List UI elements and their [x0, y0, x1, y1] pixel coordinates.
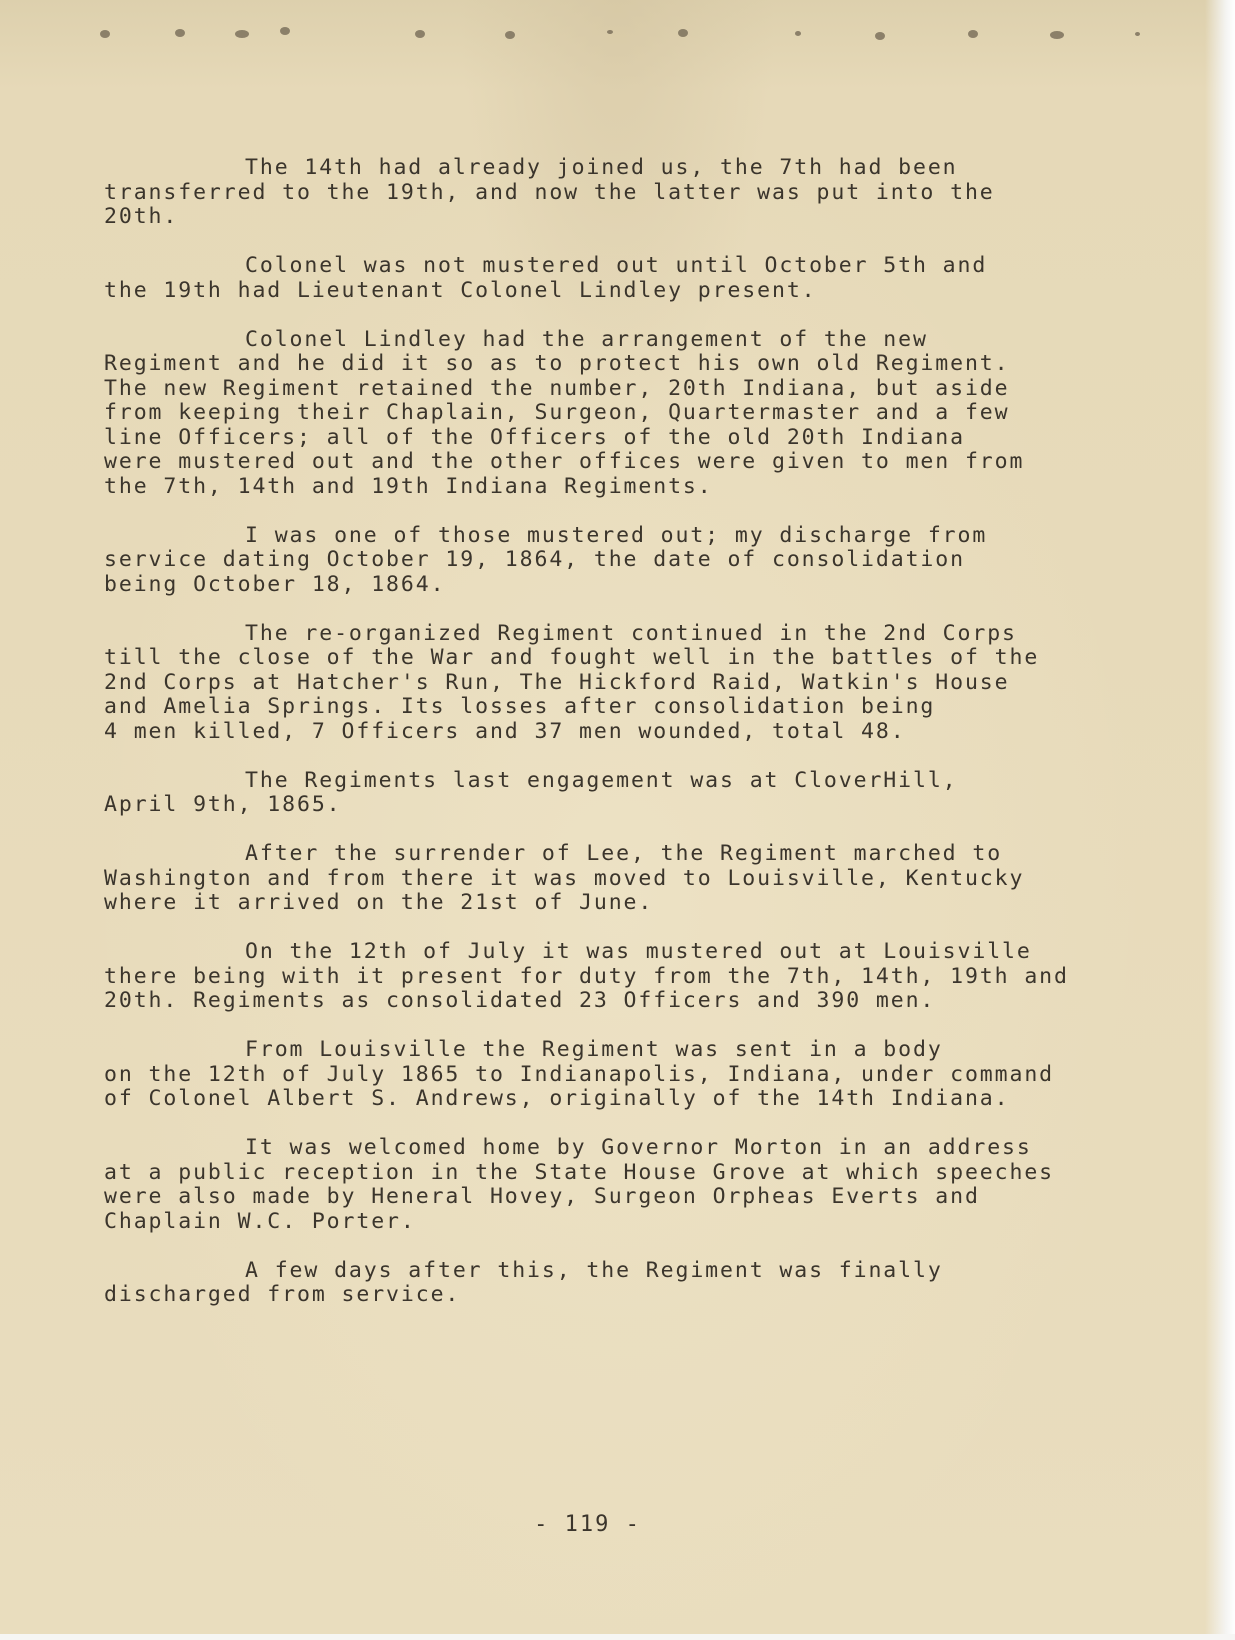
text-line	[104, 891, 1104, 916]
line-text: The re-organized Regiment continued in the 2nd Corps	[245, 620, 1017, 646]
line-text: The new Regiment retained the number, 20th Indiana, but aside	[104, 375, 1010, 401]
line-text: I was one of those mustered out; my discharge from	[245, 522, 988, 548]
line-text: there being with it present for duty from the 7th, 14th, 19th and	[104, 963, 1069, 989]
text-line	[104, 426, 1104, 451]
punch-hole	[607, 30, 613, 34]
text-line	[104, 548, 1104, 573]
text-line	[104, 524, 1104, 549]
line-text: 4 men killed, 7 Officers and 37 men wounded, total 48.	[104, 718, 906, 744]
punch-hole	[1050, 31, 1064, 39]
punch-hole	[280, 27, 290, 35]
line-text: from keeping their Chaplain, Surgeon, Quartermaster and a few	[104, 400, 1010, 425]
punch-hole-row	[0, 22, 1205, 52]
line-text: Colonel Lindley had the arrangement of the new	[245, 326, 928, 352]
text-line	[104, 1185, 1104, 1210]
line-text: service dating October 19, 1864, the date of consolidation	[104, 547, 965, 572]
line-text: the 7th, 14th and 19th Indiana Regiments.	[104, 473, 713, 499]
punch-hole	[1135, 32, 1140, 36]
line-text: A few days after this, the Regiment was finally	[245, 1257, 943, 1283]
text-line	[104, 450, 1104, 475]
paragraph	[104, 254, 1104, 303]
line-text: The Regiments last engagement was at CloverHill,	[245, 767, 958, 793]
text-line	[104, 328, 1104, 353]
line-text: of Colonel Albert S. Andrews, originally of the 14th Indiana.	[104, 1086, 1010, 1111]
line-text: discharged from service.	[104, 1282, 461, 1307]
paragraph	[104, 524, 1104, 598]
paragraph	[104, 156, 1104, 230]
text-line	[104, 867, 1104, 892]
typewritten-body	[104, 156, 1104, 1332]
page-edge	[1205, 0, 1235, 1640]
line-text: the 19th had Lieutenant Colonel Lindley present.	[104, 277, 817, 303]
text-line	[104, 279, 1104, 304]
line-text: where it arrived on the 21st of June.	[104, 890, 654, 915]
punch-hole	[505, 31, 515, 39]
paragraph	[104, 842, 1104, 916]
line-text: line Officers; all of the Officers of the old 20th Indiana	[104, 424, 965, 450]
text-line	[104, 622, 1104, 647]
punch-hole	[415, 30, 425, 38]
line-text: 2nd Corps at Hatcher's Run, The Hickford Raid, Watkin's House	[104, 669, 1010, 695]
text-line	[104, 1283, 1104, 1308]
line-text: April 9th, 1865.	[104, 792, 342, 817]
line-text: 20th.	[104, 204, 179, 229]
punch-hole	[795, 31, 801, 36]
line-text: Washington and from there it was moved to Louisville, Kentucky	[104, 865, 1025, 891]
line-text: Colonel was not mustered out until October 5th and	[245, 253, 988, 278]
paragraph	[104, 769, 1104, 818]
text-line	[104, 1136, 1104, 1161]
line-text: On the 12th of July it was mustered out at Louisville	[245, 939, 1032, 964]
line-text: transferred to the 19th, and now the latter was put into the	[104, 179, 995, 205]
punch-hole	[100, 30, 110, 38]
punch-hole	[235, 30, 249, 38]
line-text: From Louisville the Regiment was sent in a body	[245, 1037, 943, 1062]
text-line	[104, 1161, 1104, 1186]
text-line	[104, 695, 1104, 720]
line-text: at a public reception in the State House Grove at which speeches	[104, 1159, 1055, 1185]
text-line	[104, 989, 1104, 1014]
text-line	[104, 352, 1104, 377]
punch-hole	[875, 32, 885, 40]
text-line	[104, 1087, 1104, 1112]
line-text: Regiment and he did it so as to protect his own old Regiment.	[104, 351, 1010, 376]
paragraph	[104, 1259, 1104, 1308]
text-line	[104, 401, 1104, 426]
line-text: and Amelia Springs. Its losses after consolidation being	[104, 694, 936, 719]
paragraph	[104, 940, 1104, 1014]
text-line	[104, 1210, 1104, 1235]
text-line	[104, 1038, 1104, 1063]
line-text: It was welcomed home by Governor Morton in an address	[245, 1135, 1032, 1160]
line-text: Chaplain W.C. Porter.	[104, 1208, 416, 1234]
text-line	[104, 475, 1104, 500]
text-line	[104, 646, 1104, 671]
text-line	[104, 1063, 1104, 1088]
punch-hole	[175, 29, 185, 37]
text-line	[104, 842, 1104, 867]
text-line	[104, 156, 1104, 181]
text-line	[104, 793, 1104, 818]
text-line	[104, 720, 1104, 745]
paragraph	[104, 1038, 1104, 1112]
line-text: being October 18, 1864.	[104, 571, 446, 597]
paragraph	[104, 328, 1104, 500]
line-text: were mustered out and the other offices were given to men from	[104, 449, 1025, 474]
text-line	[104, 940, 1104, 965]
line-text: After the surrender of Lee, the Regiment marched to	[245, 841, 1003, 866]
paragraph	[104, 622, 1104, 745]
page-number: - 119 -	[534, 1512, 641, 1537]
text-line	[104, 965, 1104, 990]
text-line	[104, 671, 1104, 696]
page-bottom-edge	[0, 1634, 1235, 1640]
text-line	[104, 769, 1104, 794]
text-line	[104, 181, 1104, 206]
line-text: were also made by Heneral Hovey, Surgeon Orpheas Everts and	[104, 1184, 980, 1209]
text-line	[104, 377, 1104, 402]
line-text: The 14th had already joined us, the 7th had been	[245, 155, 958, 180]
paragraph	[104, 1136, 1104, 1234]
text-line	[104, 205, 1104, 230]
line-text: on the 12th of July 1865 to Indianapolis, Indiana, under command	[104, 1061, 1055, 1087]
punch-hole	[968, 30, 978, 38]
line-text: till the close of the War and fought well in the battles of the	[104, 645, 1040, 670]
text-line	[104, 573, 1104, 598]
punch-hole	[678, 29, 688, 37]
line-text: 20th. Regiments as consolidated 23 Officers and 390 men.	[104, 988, 936, 1013]
text-line	[104, 1259, 1104, 1284]
text-line	[104, 254, 1104, 279]
